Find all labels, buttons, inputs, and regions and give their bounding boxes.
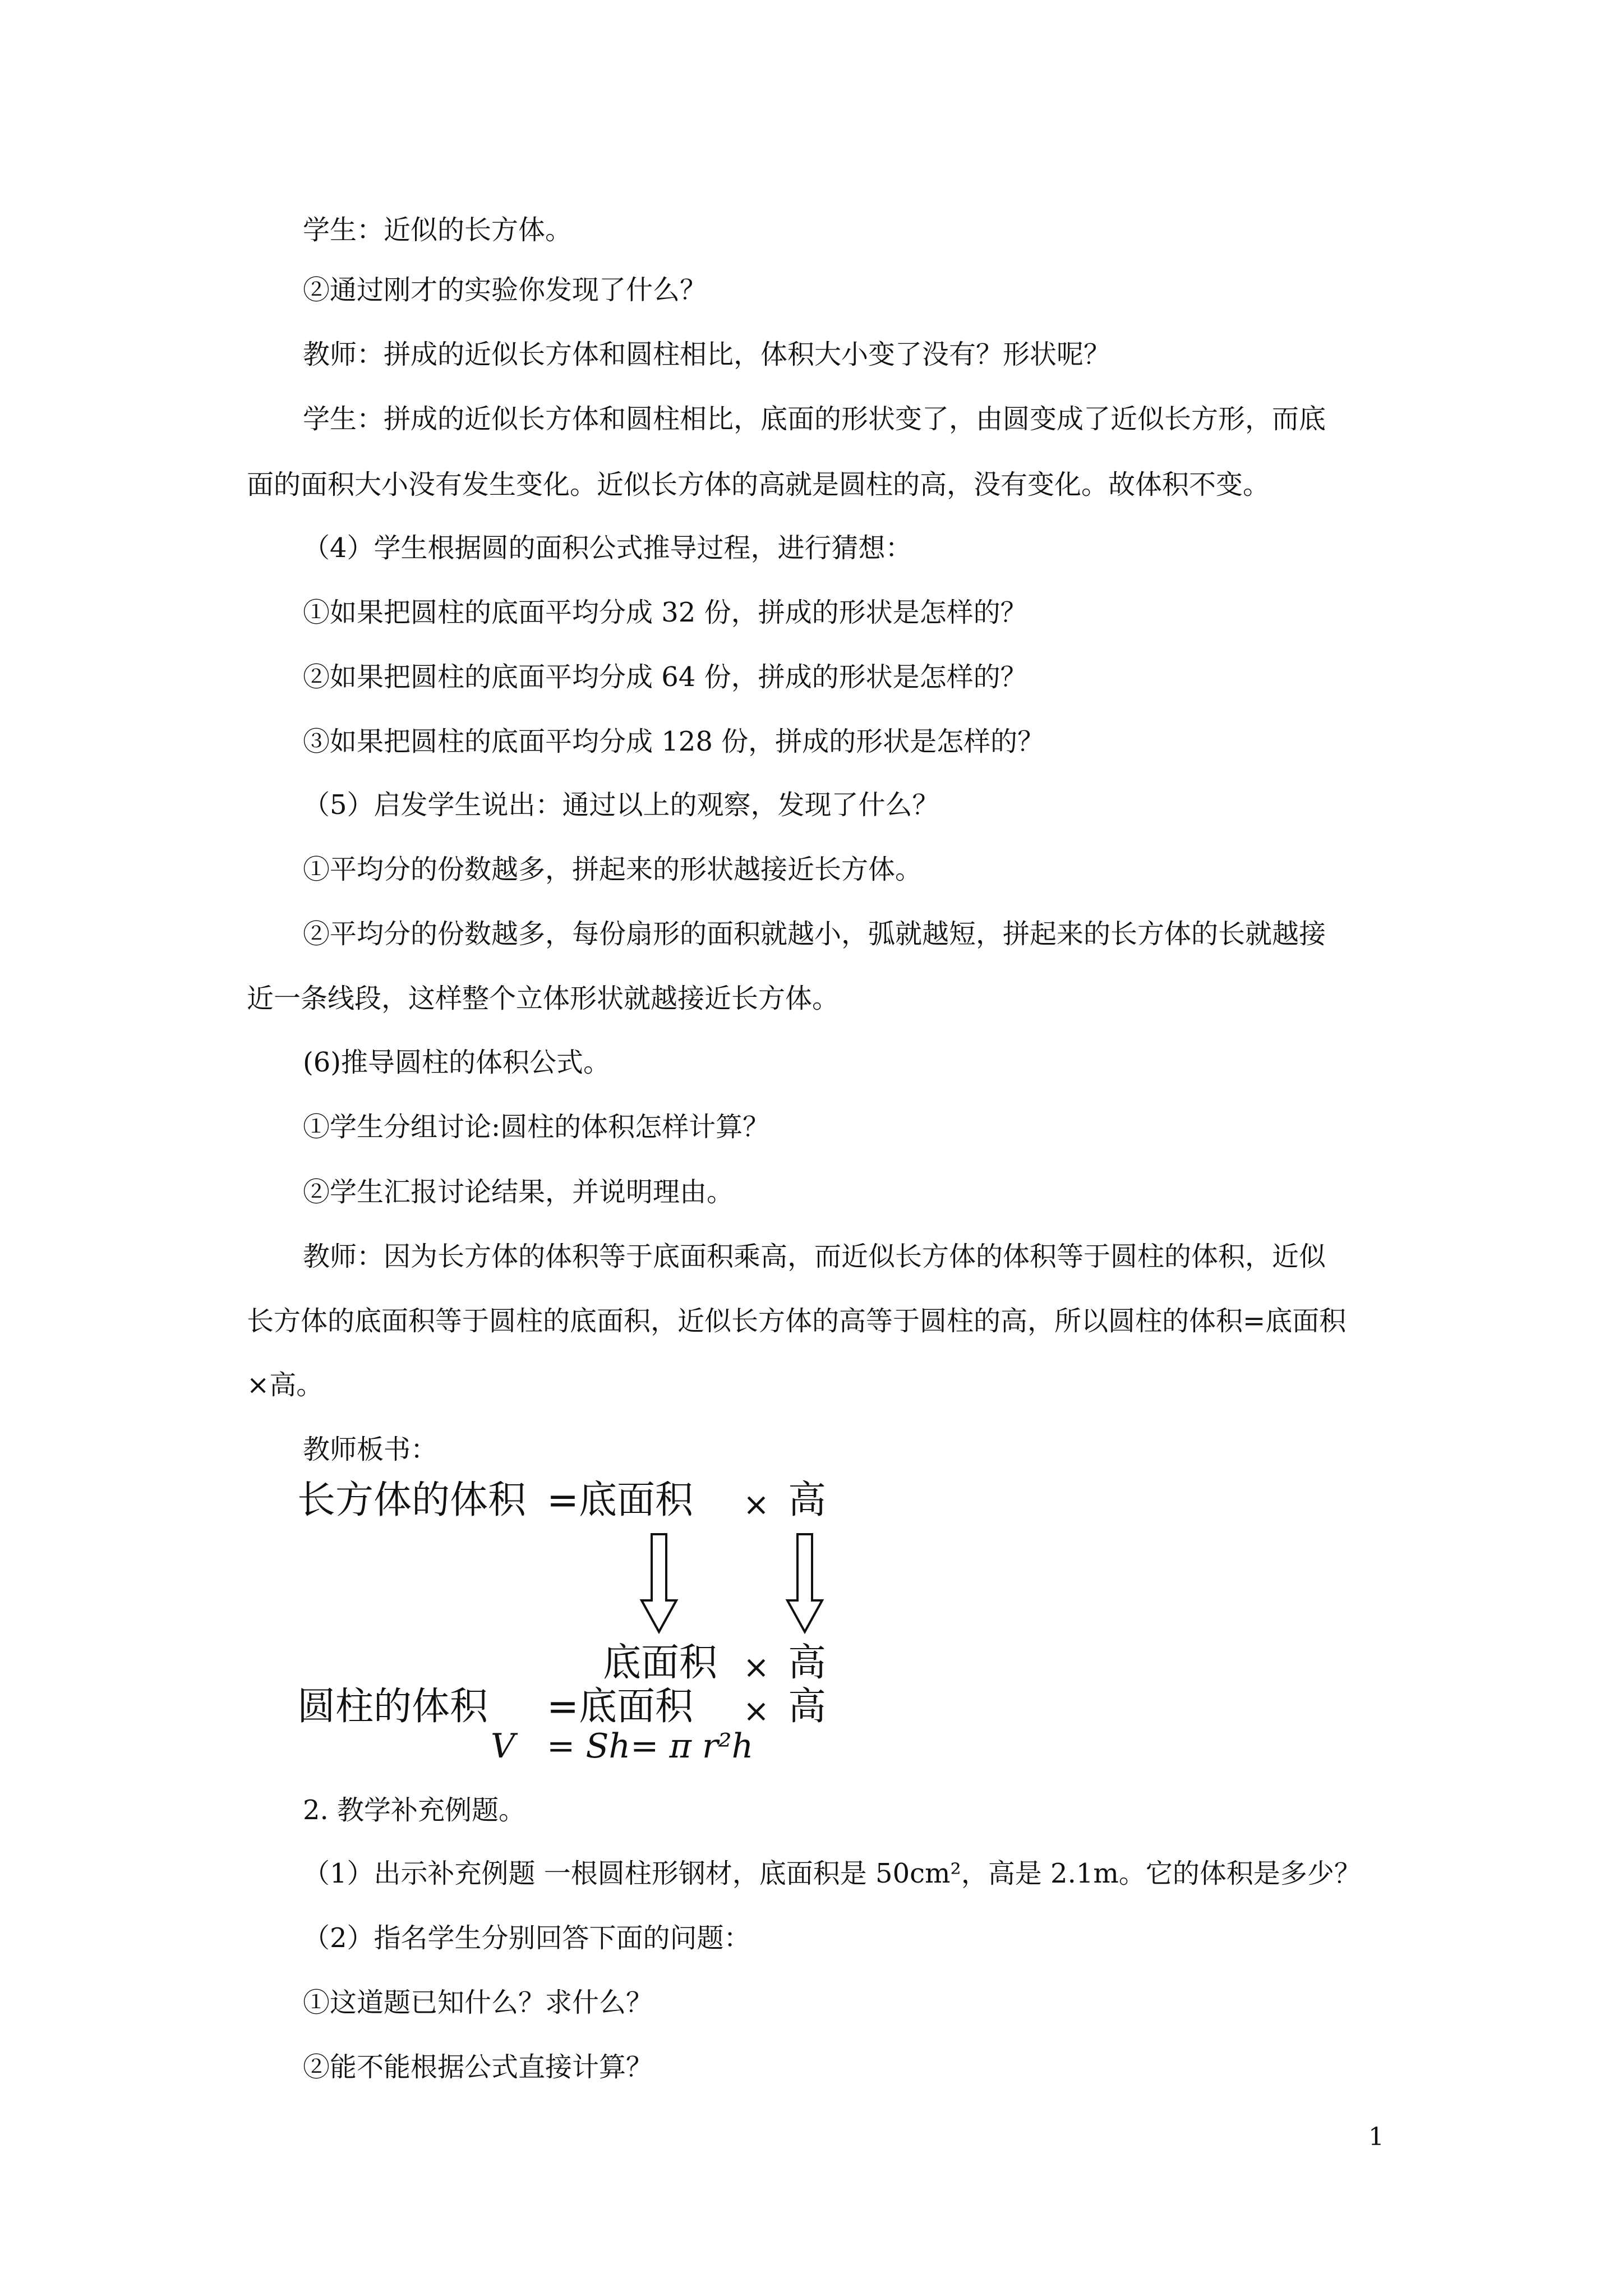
board-cylinder-volume-label: 圆柱的体积 <box>297 1685 488 1729</box>
board-times: × <box>743 1649 769 1686</box>
text-line: ①这道题已知什么？求什么？ <box>303 1987 653 2018</box>
text-line: 近一条线段，这样整个立体形状就越接近长方体。 <box>247 983 840 1014</box>
board-times: × <box>743 1693 769 1729</box>
text-line: (6)推导圆柱的体积公式。 <box>303 1047 610 1078</box>
text-line: ②通过刚才的实验你发现了什么？ <box>303 274 707 306</box>
text-line: 2. 教学补充例题。 <box>303 1795 526 1826</box>
board-times: × <box>743 1487 769 1523</box>
text-line: （2）指名学生分别回答下面的问题： <box>303 1922 751 1954</box>
text-line: 面的面积大小没有发生变化。近似长方体的高就是圆柱的高，没有变化。故体积不变。 <box>247 469 1270 500</box>
down-arrow-icon <box>785 1533 824 1634</box>
text-line: （5）启发学生说出：通过以上的观察，发现了什么？ <box>303 789 939 821</box>
text-line: ②平均分的份数越多，每份扇形的面积就越小，弧就越短，拼起来的长方体的长就越接 <box>303 918 1326 950</box>
text-line: ③如果把圆柱的底面平均分成 128 份，拼成的形状是怎样的？ <box>303 726 1045 757</box>
board-height: 高 <box>788 1685 827 1729</box>
text-line: 教师：因为长方体的体积等于底面积乘高，而近似长方体的体积等于圆柱的体积，近似 <box>303 1241 1326 1272</box>
text-line: 学生：拼成的近似长方体和圆柱相比，底面的形状变了，由圆变成了近似长方形，而底 <box>303 403 1326 435</box>
text-line: 学生：近似的长方体。 <box>303 214 573 246</box>
down-arrow-icon <box>639 1533 679 1634</box>
text-line: ①如果把圆柱的底面平均分成 32 份，拼成的形状是怎样的？ <box>303 597 1027 628</box>
text-line: 教师：拼成的近似长方体和圆柱相比，体积大小变了没有？形状呢？ <box>303 339 1111 370</box>
text-line: ②能不能根据公式直接计算？ <box>303 2051 653 2083</box>
text-line: ×高。 <box>247 1369 324 1401</box>
page-number: 1 <box>1368 2123 1384 2151</box>
board-height: 高 <box>788 1641 827 1685</box>
text-line: 教师板书： <box>303 1434 438 1465</box>
text-line: ①平均分的份数越多，拼起来的形状越接近长方体。 <box>303 854 923 885</box>
board-formula-figure <box>297 1461 914 1764</box>
text-line: 长方体的底面积等于圆柱的底面积，近似长方体的高等于圆柱的高，所以圆柱的体积=底面积 <box>247 1305 1347 1337</box>
text-line: ②学生汇报讨论结果，并说明理由。 <box>303 1176 734 1208</box>
board-volume-symbol: V <box>491 1727 515 1766</box>
board-volume-formula: = Sh= π r²h <box>547 1727 754 1766</box>
text-line: （4）学生根据圆的面积公式推导过程，进行猜想： <box>303 532 912 564</box>
text-line: ①学生分组讨论:圆柱的体积怎样计算？ <box>303 1111 770 1143</box>
board-height: 高 <box>788 1478 827 1522</box>
board-base-area: =底面积 <box>547 1685 693 1729</box>
board-base-area: =底面积 <box>547 1478 693 1522</box>
board-base-area: 底面积 <box>603 1641 718 1685</box>
text-line: （1）出示补充例题 一根圆柱形钢材，底面积是 50cm²，高是 2.1m。它的体积是多少？ <box>303 1858 1361 1889</box>
board-rect-volume-label: 长方体的体积 <box>297 1478 527 1522</box>
text-line: ②如果把圆柱的底面平均分成 64 份，拼成的形状是怎样的？ <box>303 661 1027 693</box>
